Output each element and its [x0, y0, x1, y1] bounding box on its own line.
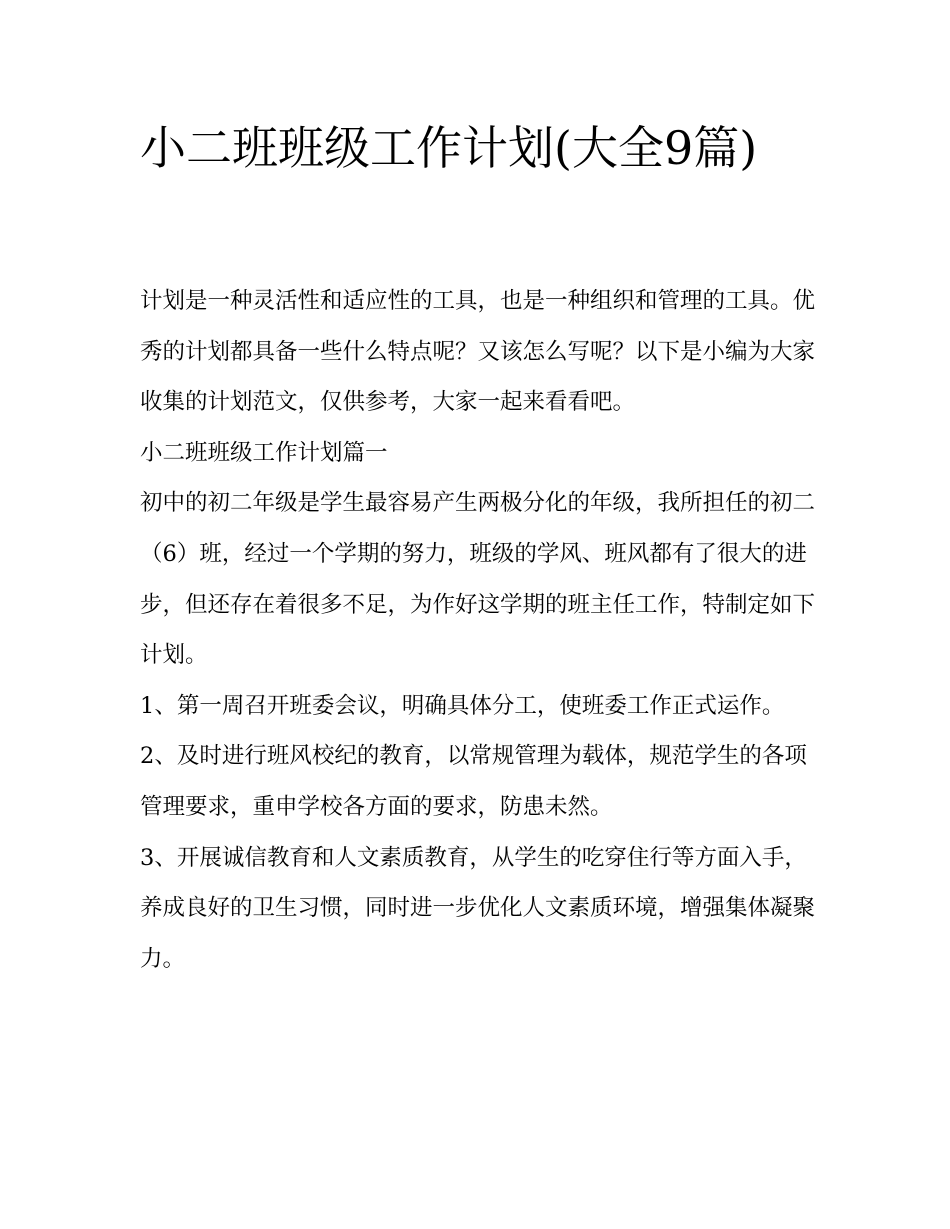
- section-heading: 小二班班级工作计划篇一: [140, 439, 388, 466]
- document-title: 小二班班级工作计划(大全9篇): [140, 121, 758, 175]
- intro-paragraph: 计划是一种灵活性和适应性的工具，也是一种组织和管理的工具。优秀的计划都具备一些什么特点呢？又该怎么写呢？以下是小编为大家收集的计划范文，仅供参考，大家一起来看看吧。: [140, 288, 816, 416]
- document-body: [140, 276, 820, 984]
- list-item-3: 3、开展诚信教育和人文素质教育，从学生的吃穿住行等方面入手，养成良好的卫生习惯，同时进一步优化人文素质环境，增强集体凝聚力。: [140, 844, 816, 972]
- list-item-1: 1、第一周召开班委会议，明确具体分工，使班委工作正式运作。: [140, 692, 785, 719]
- body-paragraph: 初中的初二年级是学生最容易产生两极分化的年级，我所担任的初二（6）班，经过一个学期的努力，班级的学风、班风都有了很大的进步，但还存在着很多不足，为作好这学期的班主任工作，特制定如下计划。: [140, 490, 816, 669]
- list-item-2: 2、及时进行班风校纪的教育，以常规管理为载体，规范学生的各项管理要求，重申学校各方面的要求，防患未然。: [140, 743, 807, 820]
